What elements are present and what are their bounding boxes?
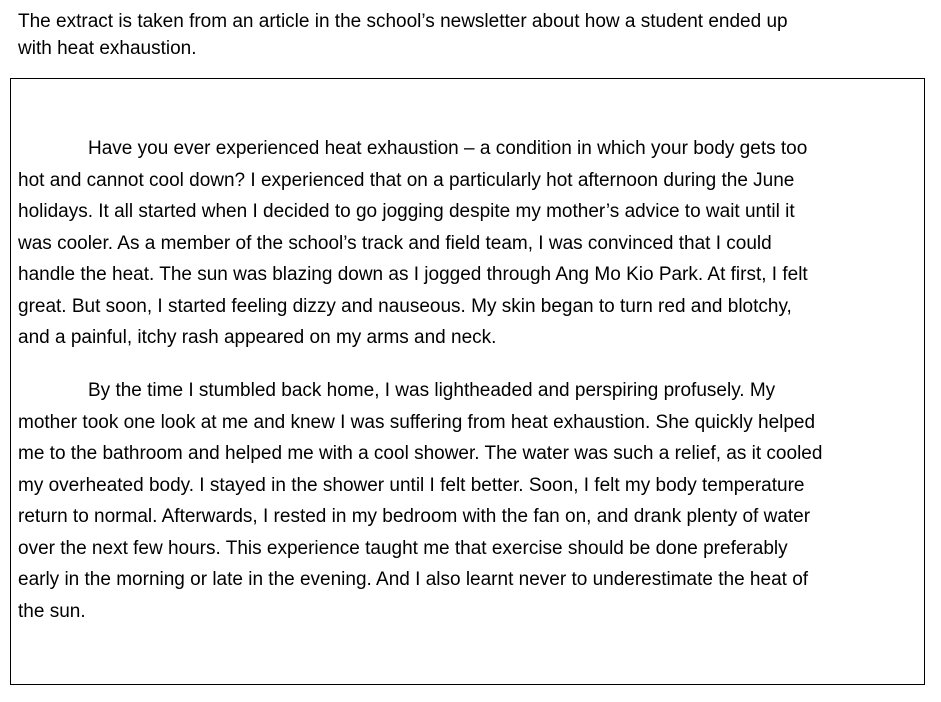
article-line: early in the morning or late in the evening. And I also learnt never to underestimate the heat of <box>18 569 809 590</box>
article-line: Have you ever experienced heat exhaustion – a condition in which your body gets too <box>88 138 808 159</box>
article-line: handle the heat. The sun was blazing down as I jogged through Ang Mo Kio Park. At first, I felt <box>18 264 808 285</box>
article-line: By the time I stumbled back home, I was lightheaded and perspiring profusely. My <box>88 380 776 401</box>
article-line: mother took one look at me and knew I was suffering from heat exhaustion. She quickly helped <box>18 411 816 433</box>
article-line: and a painful, itchy rash appeared on my arms and neck. <box>18 327 497 348</box>
article-line: my overheated body. I stayed in the shower until I felt better. Soon, I felt my body temperature <box>18 474 805 496</box>
article-line: me to the bathroom and helped me with a cool shower. The water was such a relief, as it cooled <box>18 443 823 464</box>
article-paragraph-1 <box>18 133 808 354</box>
intro-text <box>18 8 788 62</box>
article-line: the sun. <box>18 600 86 622</box>
article-line: over the next few hours. This experience taught me that exercise should be done preferably <box>18 537 788 559</box>
article-line: holidays. It all started when I decided to go jogging despite my mother’s advice to wait until it <box>18 201 795 222</box>
intro-line: The extract is taken from an article in the school’s newsletter about how a student ended up <box>18 11 788 32</box>
article-line: was cooler. As a member of the school’s track and field team, I was convinced that I could <box>18 232 772 254</box>
article-extract-box <box>10 78 925 685</box>
article-paragraph-2 <box>18 375 822 627</box>
intro-line: with heat exhaustion. <box>18 38 197 59</box>
article-line: great. But soon, I started feeling dizzy and nauseous. My skin began to turn red and blotchy, <box>18 295 792 317</box>
article-line: return to normal. Afterwards, I rested in my bedroom with the fan on, and drank plenty of water <box>18 506 811 527</box>
article-line: hot and cannot cool down? I experienced that on a particularly hot afternoon during the June <box>18 169 795 191</box>
